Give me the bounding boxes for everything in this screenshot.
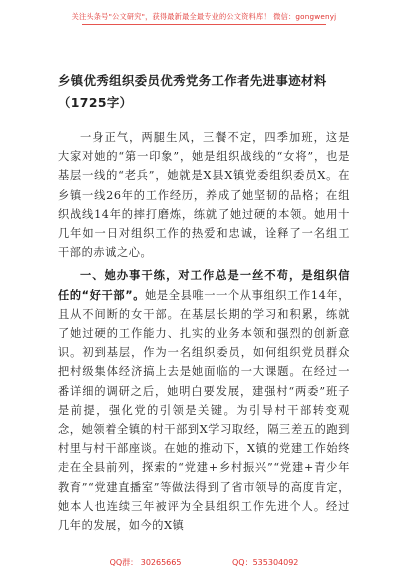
footer-qq-group[interactable]: QQ群： 30265665 (109, 558, 182, 567)
intro-paragraph: 一身正气，两腿生风，三餐不定，四季加班，这是大家对她的“第一印象”，她是组织战线的“女将”，也是基层一线的“老兵”，她就是X县X镇党委组织委员X。在乡镇一线26年的工作经历，养成了她坚韧的品格；在组织战线14年的摔打磨炼，练就了她过硬的本领。她用十几年如一日对组织工作的热爱和忠诚，诠释了一名组工干部的赤诚之心。 (58, 131, 350, 260)
footer-qq[interactable]: QQ：535304092 (232, 558, 299, 567)
section-paragraph (58, 266, 350, 535)
header-divider (82, 24, 326, 25)
section-heading: 一、她办事干练，对工作总是一丝不苟，是组织信任的“好干部”。 (58, 269, 350, 302)
header-banner[interactable]: 关注头条号"公文研究"，获得最新最全最专业的公文资料库！ 微信：gongwenyj (71, 12, 337, 21)
document-title: 乡镇优秀组织委员优秀党务工作者先进事迹材料（1725字） (58, 73, 327, 110)
section-body: 她是全县唯一一个从事组织工作14年，且从不间断的女干部。在基层长期的学习和积累，练就了她过硬的工作能力、扎实的业务本领和强烈的创新意识。初到基层，作为一名组织委员，如何组织党员群众把村级集体经济搞上去是她面临的一大课题。在经过一番详细的调研之后，她明白要发展，建强村“两委”班子是前提，强化党的引领是关键。为引导村干部转变观念，她领着全镇的村干部到X学习取经，隔三差五的跑到村里与村干部座谈。在她的推动下，X镇的党建工作始终走在全县前列，探索的“党建+乡村振兴”“党建+青少年教育”“党建直播室”等做法得到了省市领导的高度肯定，她本人也连续三年被评为全县组织工作先进个人。经过几年的发展，如今的X镇 (58, 288, 350, 533)
document-body (58, 70, 350, 535)
footer-banner (0, 557, 408, 568)
